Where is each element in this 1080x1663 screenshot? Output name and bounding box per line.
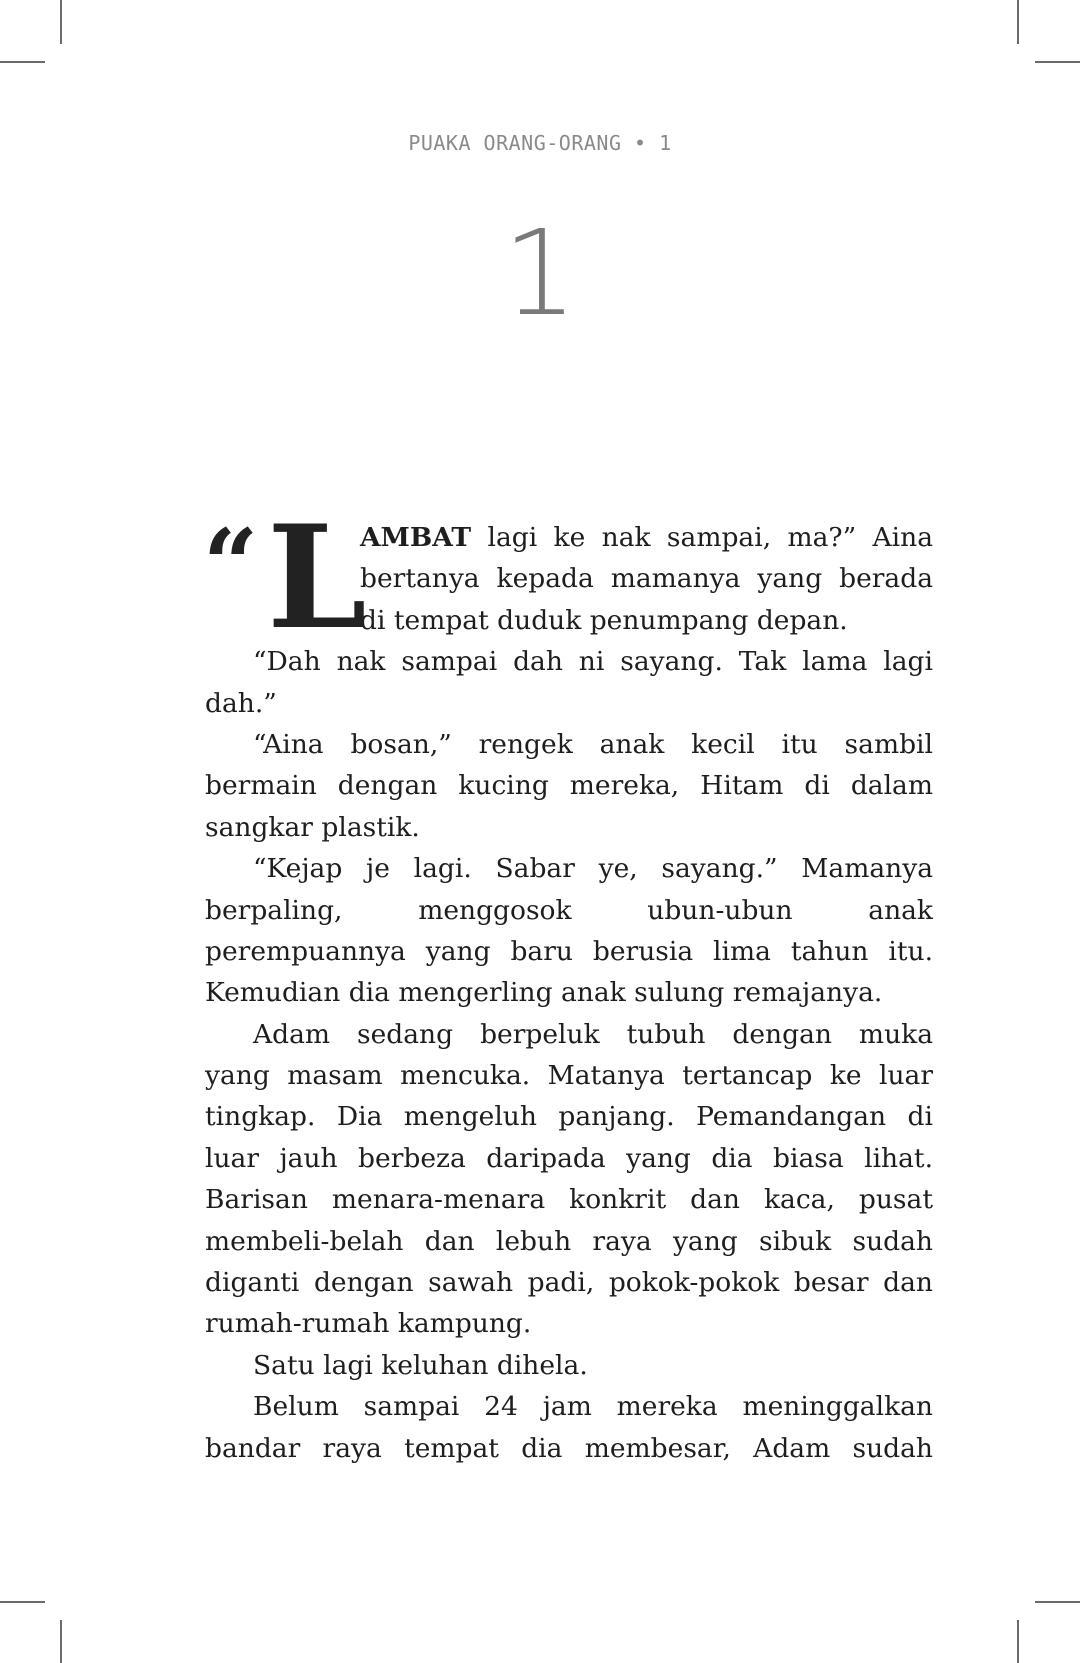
body-text: [203, 495, 933, 1469]
text-line: Kemudian dia mengerling anak sulung remajanya.: [205, 977, 883, 1009]
chapter-number: 1: [502, 204, 578, 342]
crop-mark-bottom-right-horizontal: [1035, 1601, 1080, 1603]
crop-mark-top-right-vertical: [1017, 0, 1019, 44]
text-line: “Aina bosan,” rengek anak kecil itu sambil: [253, 728, 933, 760]
text-line: di tempat duduk penumpang depan.: [360, 604, 848, 636]
text-line: perempuannya yang baru berusia lima tahun itu.: [205, 935, 933, 967]
crop-mark-bottom-left-vertical: [60, 1620, 62, 1663]
text-line: bertanya kepada mamanya yang berada: [360, 563, 933, 595]
text-line: tingkap. Dia mengeluh panjang. Pemandangan di: [205, 1101, 933, 1133]
text-line: sangkar plastik.: [205, 811, 420, 843]
text-line: Adam sedang berpeluk tubuh dengan muka: [253, 1018, 933, 1050]
running-head: PUAKA ORANG-ORANG • 1: [408, 131, 672, 155]
crop-mark-bottom-left-horizontal: [0, 1601, 45, 1603]
text-line: Barisan menara-menara konkrit dan kaca, pusat: [205, 1184, 933, 1216]
crop-mark-top-left-horizontal: [0, 61, 45, 63]
text-line: rumah-rumah kampung.: [205, 1308, 532, 1340]
crop-mark-top-right-horizontal: [1035, 61, 1080, 63]
crop-mark-top-left-vertical: [60, 0, 62, 44]
text-line: bandar raya tempat dia membesar, Adam sudah: [205, 1432, 933, 1464]
text-line: dah.”: [205, 687, 277, 719]
text-line: luar jauh berbeza daripada yang dia biasa lihat.: [205, 1142, 933, 1174]
text-line: Satu lagi keluhan dihela.: [253, 1349, 588, 1381]
text-line: “Dah nak sampai dah ni sayang. Tak lama lagi: [253, 646, 933, 678]
text-line: berpaling, menggosok ubun-ubun anak: [205, 894, 933, 926]
text-line: membeli-belah dan lebuh raya yang sibuk sudah: [205, 1225, 933, 1257]
text-line: Belum sampai 24 jam mereka meninggalkan: [253, 1391, 933, 1423]
smallcaps-lead: AMBAT: [360, 522, 472, 553]
text-line: AMBAT lagi ke nak sampai, ma?” Aina: [360, 522, 933, 553]
dropcap-letter: L: [267, 495, 367, 661]
opening-paragraph: [203, 495, 933, 661]
text-line: bermain dengan kucing mereka, Hitam di dalam: [205, 770, 933, 802]
dropcap-quote: “: [203, 508, 259, 621]
text-line: diganti dengan sawah padi, pokok-pokok besar dan: [205, 1267, 933, 1299]
text-line: yang masam mencuka. Matanya tertancap ke luar: [205, 1060, 933, 1092]
crop-mark-bottom-right-vertical: [1017, 1620, 1019, 1663]
text-line: “Kejap je lagi. Sabar ye, sayang.” Mamanya: [253, 853, 933, 885]
